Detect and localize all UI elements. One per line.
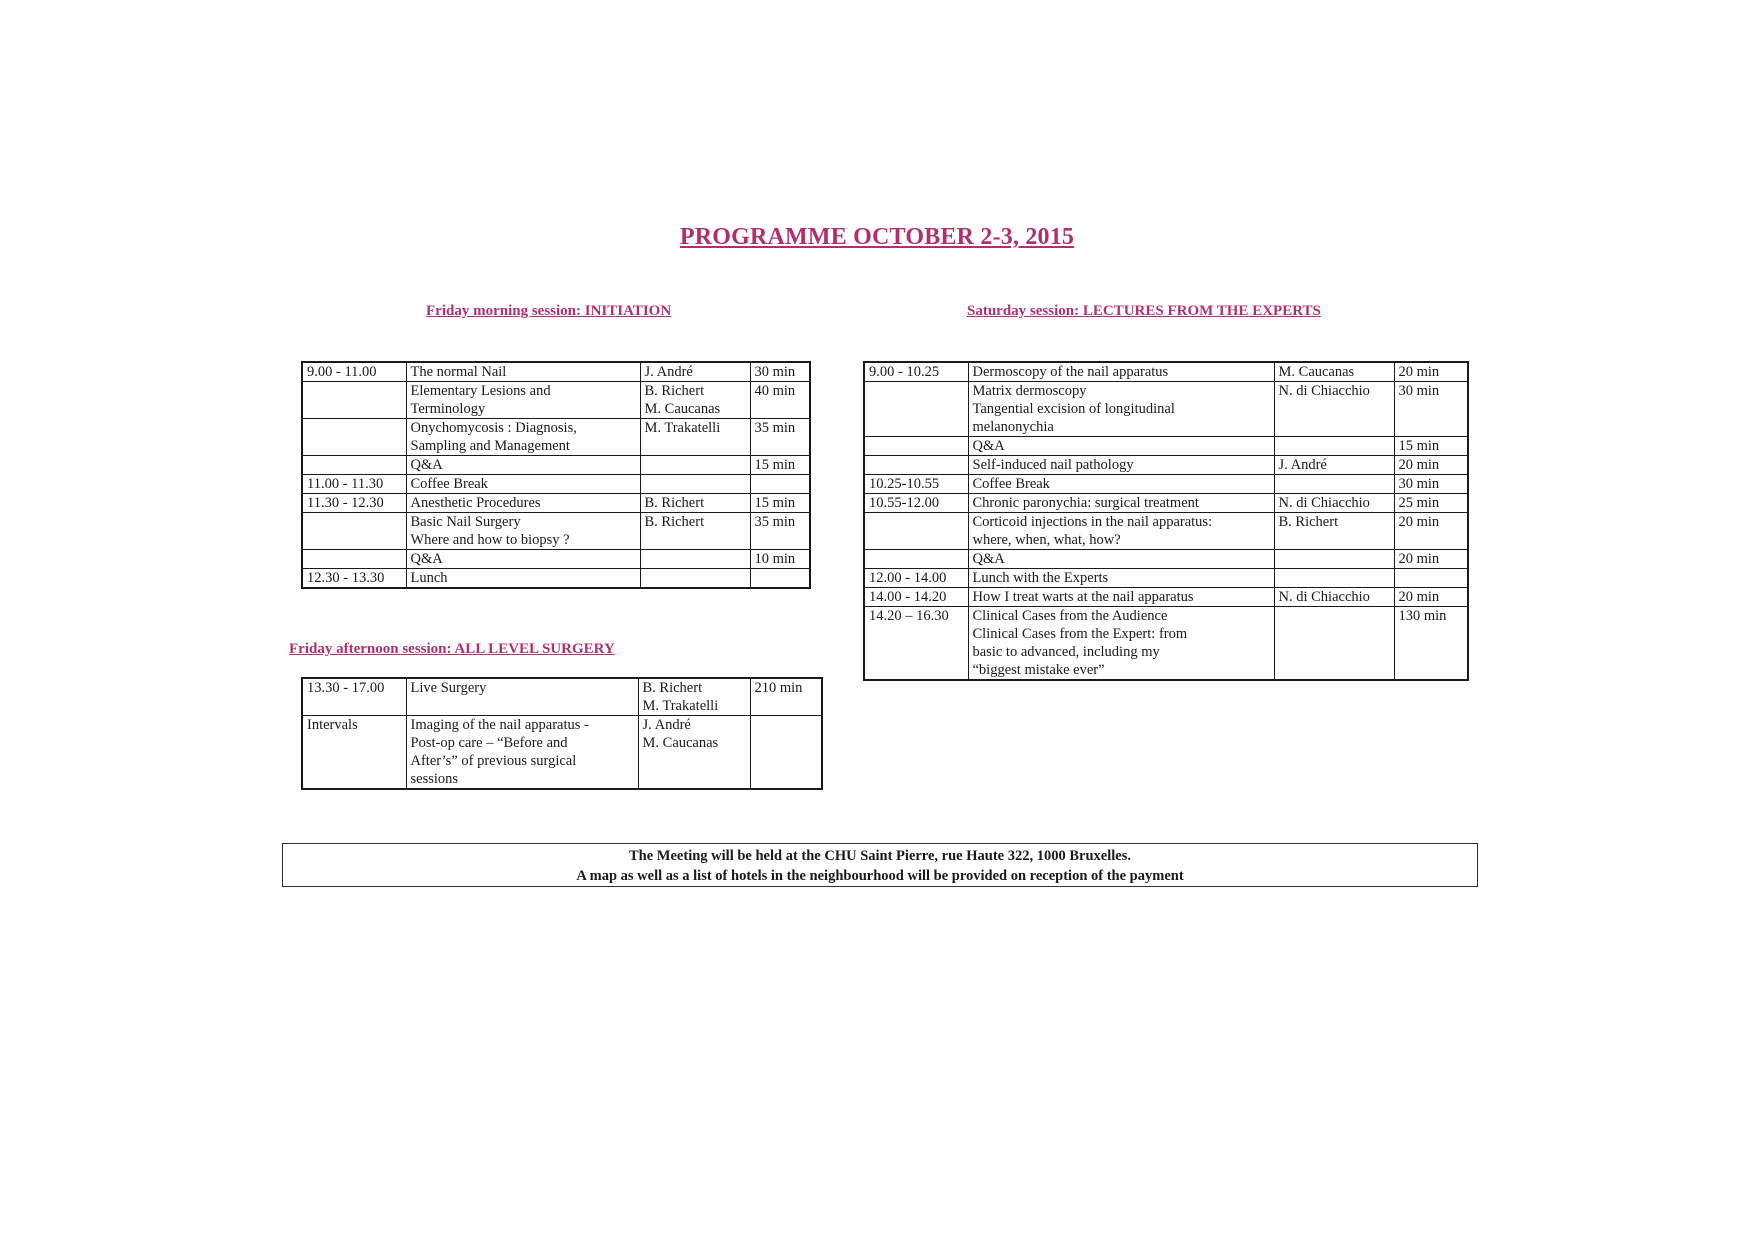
duration-text: 15 min (754, 495, 796, 511)
time-cell (864, 475, 968, 494)
duration-cell (1394, 475, 1468, 494)
duration-text: 20 min (1398, 551, 1440, 567)
time-cell (864, 569, 968, 588)
time-text: 11.30 - 12.30 (307, 495, 384, 511)
topic-line: How I treat warts at the nail apparatus (972, 589, 1194, 605)
speaker-name: J. André (644, 364, 693, 380)
topic-cell (406, 494, 640, 513)
topic-line: Q&A (410, 457, 443, 473)
speaker-name: B. Richert (1278, 514, 1339, 530)
table-row (302, 569, 810, 589)
topic-line: “biggest mistake ever” (972, 662, 1105, 678)
time-cell (302, 475, 406, 494)
table-row (864, 437, 1468, 456)
topic-line: Lunch with the Experts (972, 570, 1109, 586)
duration-text: 30 min (1398, 383, 1440, 399)
topic-cell (968, 550, 1274, 569)
topic-cell (406, 678, 638, 716)
table-row (864, 550, 1468, 569)
time-text: 14.00 - 14.20 (869, 589, 947, 605)
speaker-cell (640, 419, 750, 456)
table-row (302, 382, 810, 419)
topic-line: Clinical Cases from the Audience (972, 608, 1168, 624)
topic-line: Lunch (410, 570, 448, 586)
topic-line: Basic Nail Surgery (410, 514, 521, 530)
topic-line: Terminology (410, 401, 486, 417)
time-cell (302, 678, 406, 716)
topic-cell (406, 475, 640, 494)
time-text: 9.00 - 10.25 (869, 364, 940, 380)
speaker-cell (640, 475, 750, 494)
duration-text: 15 min (754, 457, 796, 473)
time-text: 10.25-10.55 (869, 476, 940, 492)
topic-line: Sampling and Management (410, 438, 570, 454)
topic-line: Elementary Lesions and (410, 383, 551, 399)
duration-cell (1394, 550, 1468, 569)
topic-line: Anesthetic Procedures (410, 495, 541, 511)
topic-cell (968, 588, 1274, 607)
speaker-cell (1274, 569, 1394, 588)
table-row (302, 456, 810, 475)
speaker-cell (640, 362, 750, 382)
topic-cell (968, 494, 1274, 513)
speaker-name: N. di Chiacchio (1278, 589, 1370, 605)
speaker-name: N. di Chiacchio (1278, 495, 1370, 511)
time-cell (864, 513, 968, 550)
time-cell (302, 362, 406, 382)
duration-text: 15 min (1398, 438, 1440, 454)
table-row (864, 494, 1468, 513)
duration-cell (750, 475, 810, 494)
topic-line: Live Surgery (410, 680, 487, 696)
venue-line: The Meeting will be held at the CHU Saint Pierre, rue Haute 322, 1000 Bruxelles. (629, 848, 1131, 864)
time-text: 12.30 - 13.30 (307, 570, 385, 586)
time-cell (864, 494, 968, 513)
time-text: 14.20 – 16.30 (869, 608, 949, 624)
duration-cell (750, 550, 810, 569)
table-row (864, 588, 1468, 607)
topic-line: Imaging of the nail apparatus - (410, 717, 589, 733)
duration-cell (750, 513, 810, 550)
topic-cell (406, 550, 640, 569)
duration-cell (1394, 588, 1468, 607)
speaker-cell (640, 382, 750, 419)
payment-note-line: A map as well as a list of hotels in the neighbourhood will be provided on reception of the payment (576, 868, 1184, 884)
topic-line: After’s” of previous surgical (410, 753, 577, 769)
speaker-name: B. Richert (644, 383, 705, 399)
table-row (864, 382, 1468, 437)
time-cell (864, 607, 968, 681)
topic-line: Self-induced nail pathology (972, 457, 1134, 473)
topic-cell (968, 607, 1274, 681)
topic-cell (968, 362, 1274, 382)
time-cell (302, 569, 406, 589)
time-cell (302, 419, 406, 456)
speaker-cell (1274, 475, 1394, 494)
speaker-cell (640, 513, 750, 550)
table-row (864, 569, 1468, 588)
duration-text: 20 min (1398, 589, 1440, 605)
duration-cell (750, 382, 810, 419)
duration-text: 25 min (1398, 495, 1440, 511)
topic-line: Onychomycosis : Diagnosis, (410, 420, 577, 436)
duration-cell (750, 456, 810, 475)
time-text: 12.00 - 14.00 (869, 570, 947, 586)
speaker-cell (1274, 513, 1394, 550)
topic-line: Q&A (972, 438, 1005, 454)
table-row (864, 513, 1468, 550)
time-cell (302, 456, 406, 475)
speaker-cell (1274, 456, 1394, 475)
speaker-name: M. Caucanas (1278, 364, 1355, 380)
friday-morning-table (301, 361, 811, 589)
duration-cell (1394, 382, 1468, 437)
speaker-name: N. di Chiacchio (1278, 383, 1370, 399)
duration-cell (1394, 494, 1468, 513)
time-cell (302, 382, 406, 419)
duration-cell (750, 362, 810, 382)
speaker-name: M. Trakatelli (644, 420, 721, 436)
time-cell (864, 588, 968, 607)
topic-line: Q&A (972, 551, 1005, 567)
time-cell (864, 382, 968, 437)
table-row (864, 456, 1468, 475)
speaker-cell (1274, 588, 1394, 607)
speaker-name: M. Caucanas (642, 735, 719, 751)
topic-cell (968, 475, 1274, 494)
speaker-cell (638, 716, 750, 790)
topic-line: Clinical Cases from the Expert: from (972, 626, 1188, 642)
speaker-cell (1274, 607, 1394, 681)
topic-line: Where and how to biopsy ? (410, 532, 570, 548)
topic-line: where, when, what, how? (972, 532, 1121, 548)
table-row (302, 513, 810, 550)
speaker-name: J. André (1278, 457, 1327, 473)
table-row (302, 716, 822, 790)
friday-afternoon-table (301, 677, 823, 790)
table-row (302, 475, 810, 494)
table-row (864, 607, 1468, 681)
duration-text: 35 min (754, 514, 796, 530)
table-row (302, 419, 810, 456)
duration-cell (1394, 607, 1468, 681)
table-row (302, 550, 810, 569)
time-cell (864, 437, 968, 456)
duration-cell (750, 419, 810, 456)
topic-cell (406, 362, 640, 382)
duration-cell (750, 716, 822, 790)
time-text: 9.00 - 11.00 (307, 364, 377, 380)
speaker-cell (638, 678, 750, 716)
duration-cell (1394, 513, 1468, 550)
speaker-cell (1274, 437, 1394, 456)
table-row (864, 362, 1468, 382)
topic-cell (406, 569, 640, 589)
duration-cell (1394, 362, 1468, 382)
duration-text: 10 min (754, 551, 796, 567)
duration-text: 20 min (1398, 514, 1440, 530)
topic-line: Dermoscopy of the nail apparatus (972, 364, 1169, 380)
speaker-cell (1274, 382, 1394, 437)
topic-cell (968, 569, 1274, 588)
duration-text: 40 min (754, 383, 796, 399)
duration-cell (750, 494, 810, 513)
topic-line: Chronic paronychia: surgical treatment (972, 495, 1199, 511)
time-cell (302, 513, 406, 550)
topic-line: The normal Nail (410, 364, 507, 380)
table-row (302, 362, 810, 382)
duration-text: 30 min (1398, 476, 1440, 492)
duration-text: 30 min (754, 364, 796, 380)
duration-text: 130 min (1398, 608, 1447, 624)
duration-text: 210 min (754, 680, 803, 696)
speaker-cell (640, 550, 750, 569)
topic-cell (406, 382, 640, 419)
friday-morning-heading: Friday morning session: INITIATION (426, 303, 672, 319)
speaker-name: B. Richert (644, 514, 705, 530)
time-cell (302, 550, 406, 569)
time-text: 13.30 - 17.00 (307, 680, 385, 696)
topic-cell (968, 513, 1274, 550)
topic-line: melanonychia (972, 419, 1054, 435)
speaker-name: M. Caucanas (644, 401, 721, 417)
topic-line: Coffee Break (972, 476, 1050, 492)
page-title: PROGRAMME OCTOBER 2-3, 2015 (679, 224, 1075, 250)
time-text: Intervals (307, 717, 358, 733)
duration-cell (750, 678, 822, 716)
venue-notice (282, 843, 1478, 887)
time-text: 10.55-12.00 (869, 495, 940, 511)
speaker-name: J. André (642, 717, 691, 733)
table-row (302, 494, 810, 513)
topic-line: basic to advanced, including my (972, 644, 1160, 660)
time-cell (302, 494, 406, 513)
duration-text: 35 min (754, 420, 796, 436)
duration-cell (750, 569, 810, 589)
speaker-cell (640, 494, 750, 513)
topic-cell (406, 456, 640, 475)
speaker-cell (1274, 362, 1394, 382)
topic-line: sessions (410, 771, 459, 787)
saturday-table (863, 361, 1469, 681)
time-cell (302, 716, 406, 790)
topic-cell (406, 419, 640, 456)
speaker-cell (1274, 550, 1394, 569)
duration-cell (1394, 569, 1468, 588)
topic-line: Post-op care – “Before and (410, 735, 568, 751)
time-text: 11.00 - 11.30 (307, 476, 384, 492)
speaker-cell (640, 569, 750, 589)
speaker-cell (640, 456, 750, 475)
speaker-name: M. Trakatelli (642, 698, 719, 714)
topic-line: Coffee Break (410, 476, 488, 492)
topic-line: Q&A (410, 551, 443, 567)
duration-cell (1394, 437, 1468, 456)
duration-text: 20 min (1398, 457, 1440, 473)
table-row (864, 475, 1468, 494)
speaker-cell (1274, 494, 1394, 513)
topic-line: Corticoid injections in the nail apparatus: (972, 514, 1213, 530)
table-row (302, 678, 822, 716)
topic-cell (968, 382, 1274, 437)
time-cell (864, 362, 968, 382)
time-cell (864, 550, 968, 569)
duration-cell (1394, 456, 1468, 475)
topic-line: Matrix dermoscopy (972, 383, 1087, 399)
speaker-name: B. Richert (642, 680, 703, 696)
topic-cell (968, 437, 1274, 456)
friday-afternoon-heading: Friday afternoon session: ALL LEVEL SURGERY (289, 641, 615, 657)
topic-cell (968, 456, 1274, 475)
time-cell (864, 456, 968, 475)
speaker-name: B. Richert (644, 495, 705, 511)
saturday-heading: Saturday session: LECTURES FROM THE EXPERTS (967, 303, 1321, 319)
topic-cell (406, 513, 640, 550)
topic-line: Tangential excision of longitudinal (972, 401, 1175, 417)
duration-text: 20 min (1398, 364, 1440, 380)
topic-cell (406, 716, 638, 790)
